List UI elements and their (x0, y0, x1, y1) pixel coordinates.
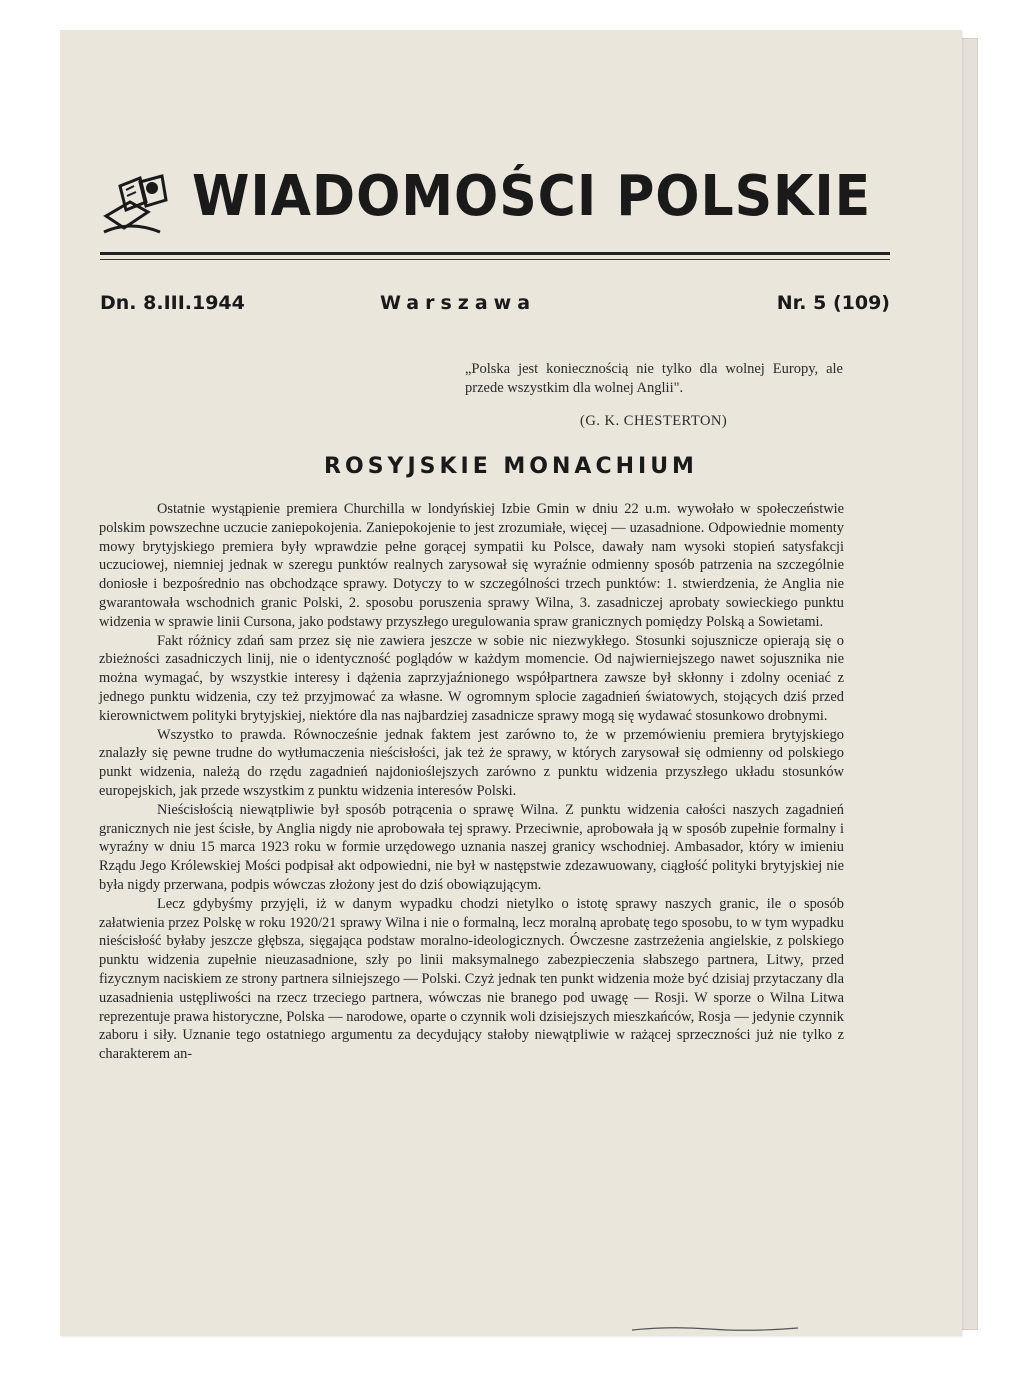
masthead-rule-thin (100, 259, 890, 260)
article-headline: ROSYJSKIE MONACHIUM (324, 454, 698, 479)
newspaper-page (60, 30, 962, 1336)
issue-city: Warszawa (380, 292, 537, 314)
article-paragraph: Fakt różnicy zdań sam przez się nie zawiera jeszcze w sobie nic niezwykłego. Stosunki sojusznicze opierają się o zbieżności zasadniczych linij, nie o identyczność poglądów w każdym momencie. Od najwierniejszego nawet sojusznika nie można wymagać, by wszystkie interesy i dążenia zaprzyjaźnionego współpartnera zawsze był skłonny i zdolny oceniać z jednego punktu widzenia, czy też przyjmować za własne. W ogromnym splocie zagadnień światowych, stojących dziś przed kierownictwem polityki brytyjskiej, niektóre dla nas najbardziej zasadnicze sprawy mogą się wydawać stosunkowo drobnymi. (99, 632, 844, 724)
article-paragraph: Ostatnie wystąpienie premiera Churchilla w londyńskiej Izbie Gmin w dniu 22 u.m. wywołało w społeczeństwie polskim powszechne uczucie zaniepokojenia. Zaniepokojenie to jest zrozumiałe, więcej — uzasadnione. Odpowiednie momenty mowy brytyjskiego premiera były wprawdzie pełne gorącej sympatii ku Polsce, dawały nam wysoki stopień satysfakcji uczuciowej, niemniej jednak w szeregu punktów realnych zarysował się wyraźnie odmienny sposób patrzenia na szczególnie doniosłe i bezpośrednio nas obchodzące sprawy. Dotyczy to w szczególności trzech punktów: 1. stwierdzenia, że Anglia nie gwarantowała wschodnich granic Polski, 2. sposobu poruszenia sprawy Wilna, 3. zasadniczej aprobaty sowieckiego punktu widzenia w sprawie linii Cursona, jako podstawy przyszłego uregulowania spraw granicznych pomiędzy Polską a Sowietami. (99, 501, 844, 630)
issue-date: Dn. 8.III.1944 (100, 292, 245, 314)
article-paragraph: Wszystko to prawda. Równocześnie jednak faktem jest zarówno to, że w przemówieniu premiera brytyjskiego znalazły się pewne trudne do wytłumaczenia nieścisłości, jak też że sprawy, w których zarysował się odmienny od polskiego punkt widzenia, należą do rzędu zagadnień najdonioślejszych zarówno z punktu widzenia przyszłego układu stosunków europejskich, jak przede wszystkim z punktu widzenia interesów Polski. (99, 726, 844, 799)
newspaper-title: WIADOMOŚCI POLSKIE (192, 164, 872, 229)
issue-number: Nr. 5 (109) (776, 292, 890, 314)
motto-quote: „Polska jest koniecznością nie tylko dla wolnej Europy, ale przede wszystkim dla wolnej Anglii". (465, 361, 843, 396)
article-paragraph: Lecz gdybyśmy przyjęli, iż w danym wypadku chodzi nietylko o istotę sprawy naszych granic, ile o sposób załatwienia przez Polskę w roku 1920/21 sprawy Wilna i nie o formalną, lecz moralną aprobatę tego sposobu, to w tym wypadku nieścisłość byłaby jeszcze głębsza, sięgająca podstaw moralno-ideologicznych. Ówczesne zastrzeżenia angielskie, z polskiego punktu widzenia zupełnie nieuzasadnione, szły po linii maksymalnego zabezpieczenia słabszego partnera, Litwy, przed fizycznym naciskiem ze strony partnera silniejszego — Polski. Czyż jednak ten punkt widzenia może być dzisiaj przytaczany dla uzasadnienia ustępliwości na rzecz trzeciego partnera, wówczas nie branego pod uwagę — Rosji. W sporze o Wilna Litwa reprezentuje prawa historyczne, Polska — narodowe, oparte o czynnik woli dzisiejszych mieszkańców, Rosja — jedynie czynnik zaboru i siły. Uznanie tego ostatniego argumentu za decydujący stałoby niewątpliwie w rażącej sprzeczności już nie tylko z charakterem an- (99, 895, 844, 1063)
pencil-mark (630, 1322, 800, 1336)
article-paragraph: Nieścisłością niewątpliwie był sposób potrącenia o sprawę Wilna. Z punktu widzenia całości naszych zagadnień granicznych nie jest ścisłe, by Anglia nigdy nie aprobowała tej sprawy. Przeciwnie, aprobowała ją w sposób zupełnie formalny i wyraźny w dniu 15 marca 1923 roku w formie urzędowego uznania naszej granicy wschodniej. Ambasador, który w imieniu Rządu Jego Królewskiej Mości podpisał akt odpowiedni, nie był w następstwie zdezawuowany, ciągłość polityki brytyjskiej nie była nigdy przerwana, podpis wówczas złożony jest do dziś obowiązującym. (99, 801, 844, 893)
newspaper-book-logo-icon (100, 172, 186, 242)
article-body (99, 500, 844, 1064)
motto-author: (G. K. CHESTERTON) (580, 413, 728, 429)
masthead-rule-thick (100, 252, 890, 255)
masthead (100, 164, 890, 268)
